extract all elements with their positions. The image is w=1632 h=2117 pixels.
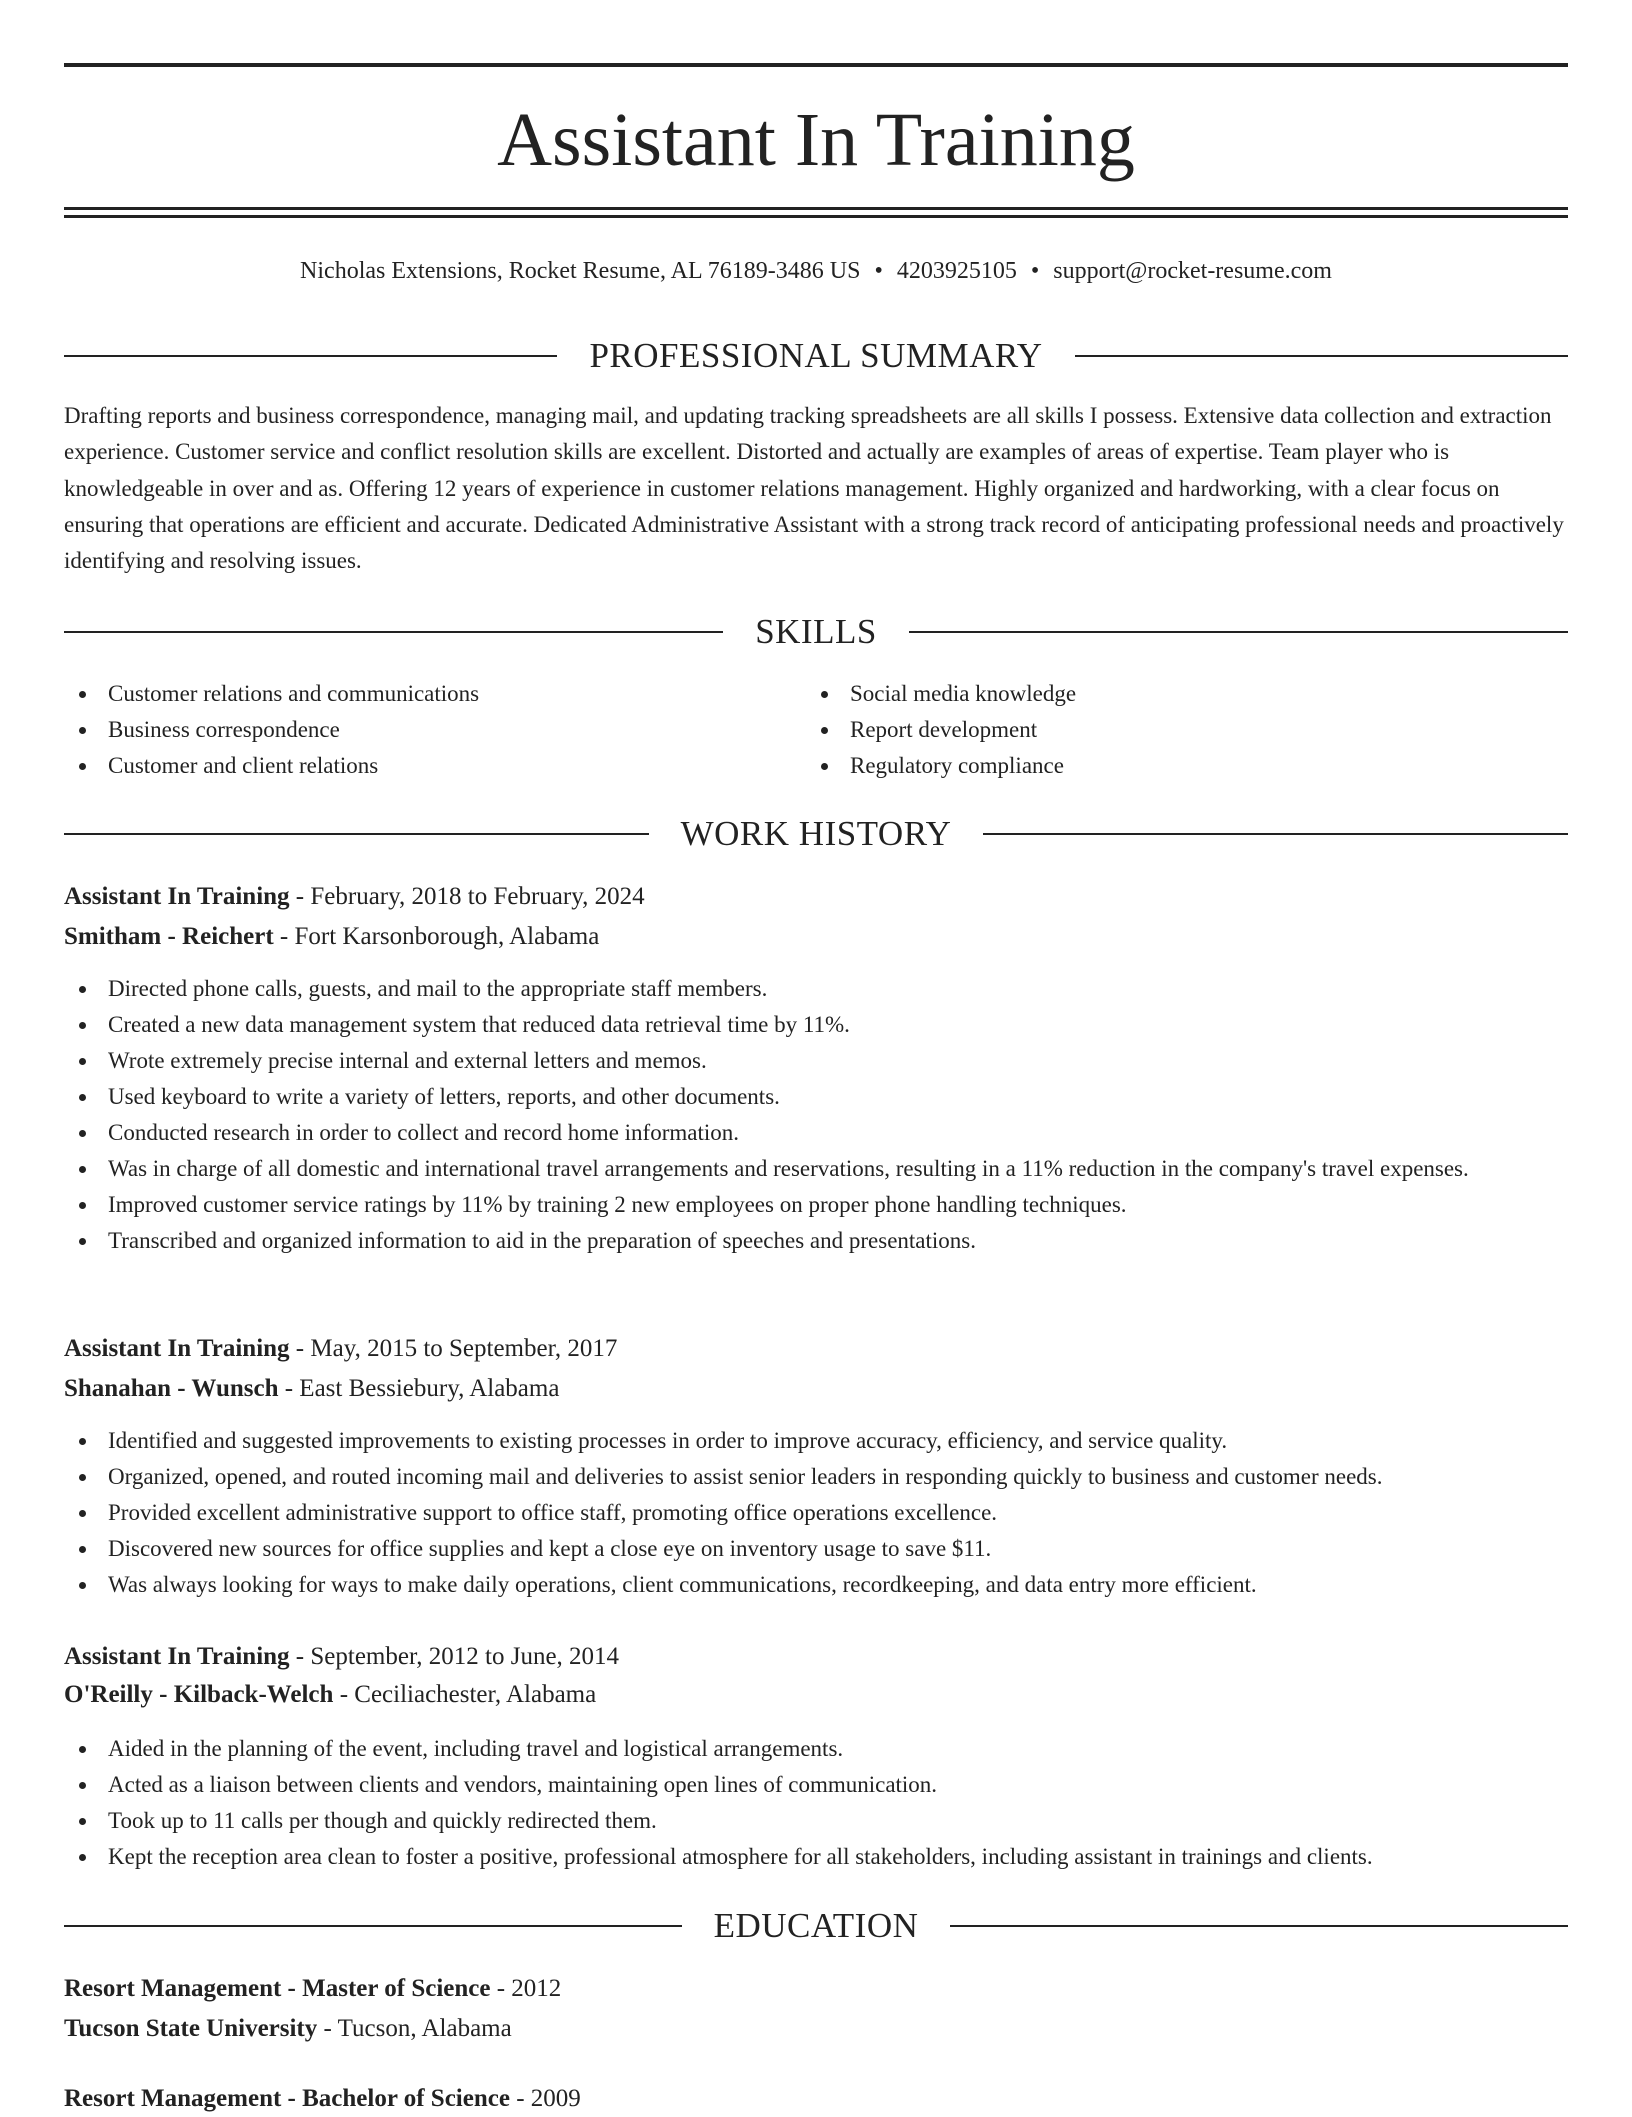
- skills-list-left: [64, 676, 804, 784]
- job-employer: O'Reilly - Kilback-Welch: [64, 1681, 334, 1708]
- skill-item: Social media knowledge: [806, 676, 1546, 712]
- job-duty: Identified and suggested improvements to existing processes in order to improve accuracy, efficiency, and service quality.: [64, 1423, 1568, 1459]
- job-dates: - May, 2015 to September, 2017: [289, 1335, 618, 1362]
- job-employer: Smitham - Reichert: [64, 923, 274, 950]
- contact-separator: •: [1030, 258, 1040, 284]
- section-rule: [983, 833, 1568, 835]
- skill-item: Customer relations and communications: [64, 676, 804, 712]
- job-duty: Discovered new sources for office supplies and kept a close eye on inventory usage to save $11.: [64, 1531, 1568, 1567]
- section-rule: [64, 1925, 682, 1927]
- job-duty: Wrote extremely precise internal and external letters and memos.: [64, 1043, 1568, 1079]
- resume-name: Assistant In Training: [497, 98, 1135, 182]
- job-duties-list: [64, 971, 1568, 1259]
- education-school-line: [64, 2011, 1568, 2047]
- section-rule: [64, 355, 557, 357]
- education-year: - 2009: [509, 2085, 581, 2112]
- section-heading-work-history: [64, 814, 1568, 854]
- job-title-line: [64, 1639, 1568, 1675]
- summary-text: Drafting reports and business correspondence, managing mail, and updating tracking spreadsheets are all skills I possess. Extensive data collection and extraction experience. Customer service and conflict resolution skills are excellent. Distorted and actually are examples of areas of expertise. Team player who is knowledgeable in over and as. Offering 12 years of experience in customer relations management. Highly organized and hardworking, with a clear focus on ensuring that operations are efficient and accurate. Dedicated Administrative Assistant with a strong track record of anticipating professional needs and proactively identifying and resolving issues.: [64, 403, 1564, 574]
- job-title-line: [64, 1331, 1568, 1367]
- education-degree-line: [64, 1971, 1568, 2007]
- header-rule-upper: [64, 207, 1568, 210]
- section-title: EDUCATION: [713, 1906, 919, 1945]
- job-duty: Was in charge of all domestic and international travel arrangements and reservations, resulting in a 11% reduction in the company's travel expenses.: [64, 1151, 1568, 1187]
- job-employer: Shanahan - Wunsch: [64, 1375, 279, 1402]
- contact-line: [64, 253, 1568, 289]
- section-rule: [64, 631, 723, 633]
- job-employer-line: [64, 919, 1568, 955]
- skill-item: Report development: [806, 712, 1546, 748]
- section-heading-education: [64, 1906, 1568, 1946]
- job-title: Assistant In Training: [64, 883, 290, 910]
- skill-item: Business correspondence: [64, 712, 804, 748]
- contact-separator: •: [874, 258, 883, 284]
- education-degree: Resort Management - Master of Science: [64, 1975, 491, 2002]
- job-title: Assistant In Training: [64, 1643, 290, 1670]
- job-duties-list: [64, 1731, 1568, 1875]
- job-duty: Took up to 11 calls per though and quickly redirected them.: [64, 1803, 1568, 1839]
- job-duty: Kept the reception area clean to foster a positive, professional atmosphere for all stakeholders, including assistant in trainings and clients.: [64, 1839, 1568, 1875]
- job-duty: Improved customer service ratings by 11% by training 2 new employees on proper phone handling techniques.: [64, 1187, 1568, 1223]
- job-duty: Conducted research in order to collect and record home information.: [64, 1115, 1568, 1151]
- section-title: WORK HISTORY: [680, 814, 952, 853]
- job-title: Assistant In Training: [64, 1335, 290, 1362]
- job-duty: Acted as a liaison between clients and vendors, maintaining open lines of communication.: [64, 1767, 1568, 1803]
- contact-phone: 4203925105: [896, 258, 1017, 284]
- section-title: PROFESSIONAL SUMMARY: [589, 336, 1043, 375]
- job-employer-line: [64, 1677, 1568, 1713]
- job-dates: - February, 2018 to February, 2024: [289, 883, 645, 910]
- job-duty: Transcribed and organized information to aid in the preparation of speeches and presentations.: [64, 1223, 1568, 1259]
- job-duty: Used keyboard to write a variety of letters, reports, and other documents.: [64, 1079, 1568, 1115]
- section-rule: [1075, 355, 1568, 357]
- section-rule: [64, 833, 649, 835]
- section-heading-summary: [64, 336, 1568, 376]
- education-year: - 2012: [490, 1975, 562, 2002]
- job-dates: - September, 2012 to June, 2014: [289, 1643, 620, 1670]
- job-location: - Ceciliachester, Alabama: [333, 1681, 597, 1708]
- section-title: SKILLS: [755, 612, 877, 651]
- job-duty: Created a new data management system that reduced data retrieval time by 11%.: [64, 1007, 1568, 1043]
- contact-email: support@rocket-resume.com: [1053, 258, 1332, 284]
- job-title-line: [64, 879, 1568, 915]
- section-heading-skills: [64, 612, 1568, 652]
- job-duties-list: [64, 1423, 1568, 1603]
- section-rule: [950, 1925, 1568, 1927]
- skill-item: Customer and client relations: [64, 748, 804, 784]
- education-school: Tucson State University: [64, 2015, 318, 2042]
- top-rule: [64, 63, 1568, 67]
- job-duty: Directed phone calls, guests, and mail to the appropriate staff members.: [64, 971, 1568, 1007]
- job-duty: Provided excellent administrative support to office staff, promoting office operations excellence.: [64, 1495, 1568, 1531]
- header-rule-lower: [64, 215, 1568, 218]
- job-location: - East Bessiebury, Alabama: [278, 1375, 560, 1402]
- job-location: - Fort Karsonborough, Alabama: [273, 923, 600, 950]
- job-employer-line: [64, 1371, 1568, 1407]
- section-rule: [909, 631, 1568, 633]
- contact-address: Nicholas Extensions, Rocket Resume, AL 76189-3486 US: [300, 258, 861, 284]
- job-duty: Organized, opened, and routed incoming mail and deliveries to assist senior leaders in responding quickly to business and customer needs.: [64, 1459, 1568, 1495]
- skill-item: Regulatory compliance: [806, 748, 1546, 784]
- education-degree: Resort Management - Bachelor of Science: [64, 2085, 510, 2112]
- education-location: - Tucson, Alabama: [317, 2015, 512, 2042]
- skills-list-right: [806, 676, 1546, 784]
- job-duty: Was always looking for ways to make daily operations, client communications, recordkeeping, and data entry more efficient.: [64, 1567, 1568, 1603]
- job-duty: Aided in the planning of the event, including travel and logistical arrangements.: [64, 1731, 1568, 1767]
